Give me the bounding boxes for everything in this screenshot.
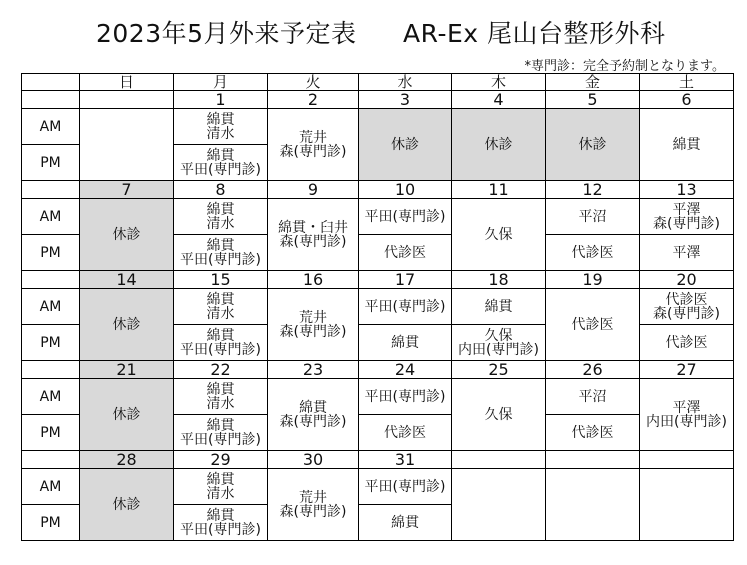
am-row [22,469,734,505]
date-cell: 13 [640,181,734,199]
am-row [22,109,734,145]
date-row [22,271,734,289]
date-cell: 6 [640,91,734,109]
reservation-note: *専門診：完全予約制となります。 [524,59,725,74]
date-cell [640,451,734,469]
weekday-header-row [22,74,734,91]
schedule-cell: 荒井 森(専門診) [268,109,359,181]
closed-cell: 休診 [80,199,174,271]
date-cell: 5 [546,91,640,109]
date-cell: 10 [359,181,452,199]
am-label: AM [22,469,80,505]
schedule-cell: 綿貫 清水 [174,469,268,505]
schedule-cell: 綿貫 平田(専門診) [174,325,268,361]
date-cell: 26 [546,361,640,379]
schedule-cell: 久保 [452,199,546,271]
schedule-cell: 綿貫 清水 [174,289,268,325]
schedule-cell: 綿貫 清水 [174,379,268,415]
closed-cell: 休診 [359,109,452,181]
date-cell: 7 [80,181,174,199]
schedule-cell: 綿貫 平田(専門診) [174,415,268,451]
schedule-cell: 綿貫・臼井 森(専門診) [268,199,359,271]
schedule-cell-empty [452,469,546,541]
date-cell: 22 [174,361,268,379]
schedule-cell: 荒井 森(専門診) [268,469,359,541]
date-cell: 17 [359,271,452,289]
date-row [22,361,734,379]
date-cell: 1 [174,91,268,109]
schedule-cell: 荒井 森(専門診) [268,289,359,361]
schedule-cell: 平沼 [546,199,640,235]
date-cell: 11 [452,181,546,199]
date-cell: 16 [268,271,359,289]
weekday-wed: 水 [359,74,452,91]
date-cell: 14 [80,271,174,289]
date-cell: 18 [452,271,546,289]
schedule-cell: 代診医 [546,235,640,271]
date-cell [80,91,174,109]
pm-label: PM [22,145,80,181]
corner-cell [22,74,80,91]
schedule-cell: 代診医 [359,235,452,271]
schedule-cell: 平田(専門診) [359,199,452,235]
schedule-cell: 平澤 [640,235,734,271]
weekday-tue: 火 [268,74,359,91]
weekday-mon: 月 [174,74,268,91]
pm-label: PM [22,235,80,271]
weekday-fri: 金 [546,74,640,91]
closed-cell: 休診 [546,109,640,181]
date-row [22,91,734,109]
closed-cell: 休診 [80,289,174,361]
date-cell: 27 [640,361,734,379]
date-cell: 15 [174,271,268,289]
date-cell: 3 [359,91,452,109]
schedule-cell: 綿貫 [452,289,546,325]
date-cell: 21 [80,361,174,379]
schedule-cell: 平澤 森(専門診) [640,199,734,235]
schedule-cell: 綿貫 [640,109,734,181]
schedule-cell: 綿貫 平田(専門診) [174,235,268,271]
schedule-cell: 綿貫 平田(専門診) [174,145,268,181]
pm-label: PM [22,505,80,541]
schedule-cell: 平沼 [546,379,640,415]
schedule-cell-empty [640,469,734,541]
schedule-cell: 綿貫 清水 [174,199,268,235]
page-title [0,14,747,54]
date-cell: 4 [452,91,546,109]
am-label: AM [22,289,80,325]
weekday-thu: 木 [452,74,546,91]
date-cell [546,451,640,469]
schedule-cell: 久保 [452,379,546,451]
am-label: AM [22,109,80,145]
date-cell: 20 [640,271,734,289]
closed-cell: 休診 [80,469,174,541]
schedule-cell: 平田(専門診) [359,289,452,325]
schedule-cell: 平田(専門診) [359,469,452,505]
date-cell: 30 [268,451,359,469]
date-cell: 19 [546,271,640,289]
schedule-cell: 代診医 [359,415,452,451]
date-row [22,451,734,469]
schedule-cell: 久保 内田(専門診) [452,325,546,361]
schedule-cell: 代診医 [640,325,734,361]
date-cell: 9 [268,181,359,199]
schedule-cell: 綿貫 森(専門診) [268,379,359,451]
closed-cell: 休診 [80,379,174,451]
schedule-cell: 平田(専門診) [359,379,452,415]
schedule-cell-empty [80,109,174,181]
weekday-sun: 日 [80,74,174,91]
schedule-table [21,73,734,541]
schedule-title: 2023年5月外来予定表 [96,19,357,48]
clinic-name: AR-Ex 尾山台整形外科 [403,19,666,48]
date-cell: 2 [268,91,359,109]
schedule-cell: 代診医 森(専門診) [640,289,734,325]
date-cell: 31 [359,451,452,469]
date-cell [452,451,546,469]
schedule-cell: 綿貫 [359,325,452,361]
schedule-cell: 代診医 [546,415,640,451]
am-label: AM [22,379,80,415]
date-cell: 25 [452,361,546,379]
date-cell: 28 [80,451,174,469]
am-row [22,379,734,415]
date-cell: 8 [174,181,268,199]
schedule-cell-empty [546,469,640,541]
am-row [22,199,734,235]
am-label: AM [22,199,80,235]
date-cell: 23 [268,361,359,379]
am-row [22,289,734,325]
date-cell: 12 [546,181,640,199]
date-row [22,181,734,199]
schedule-cell: 綿貫 清水 [174,109,268,145]
schedule-cell: 綿貫 平田(専門診) [174,505,268,541]
date-cell: 24 [359,361,452,379]
pm-label: PM [22,325,80,361]
closed-cell: 休診 [452,109,546,181]
schedule-cell: 代診医 [546,289,640,361]
weekday-sat: 土 [640,74,734,91]
schedule-cell: 平澤 内田(専門診) [640,379,734,451]
date-cell: 29 [174,451,268,469]
pm-label: PM [22,415,80,451]
schedule-cell: 綿貫 [359,505,452,541]
